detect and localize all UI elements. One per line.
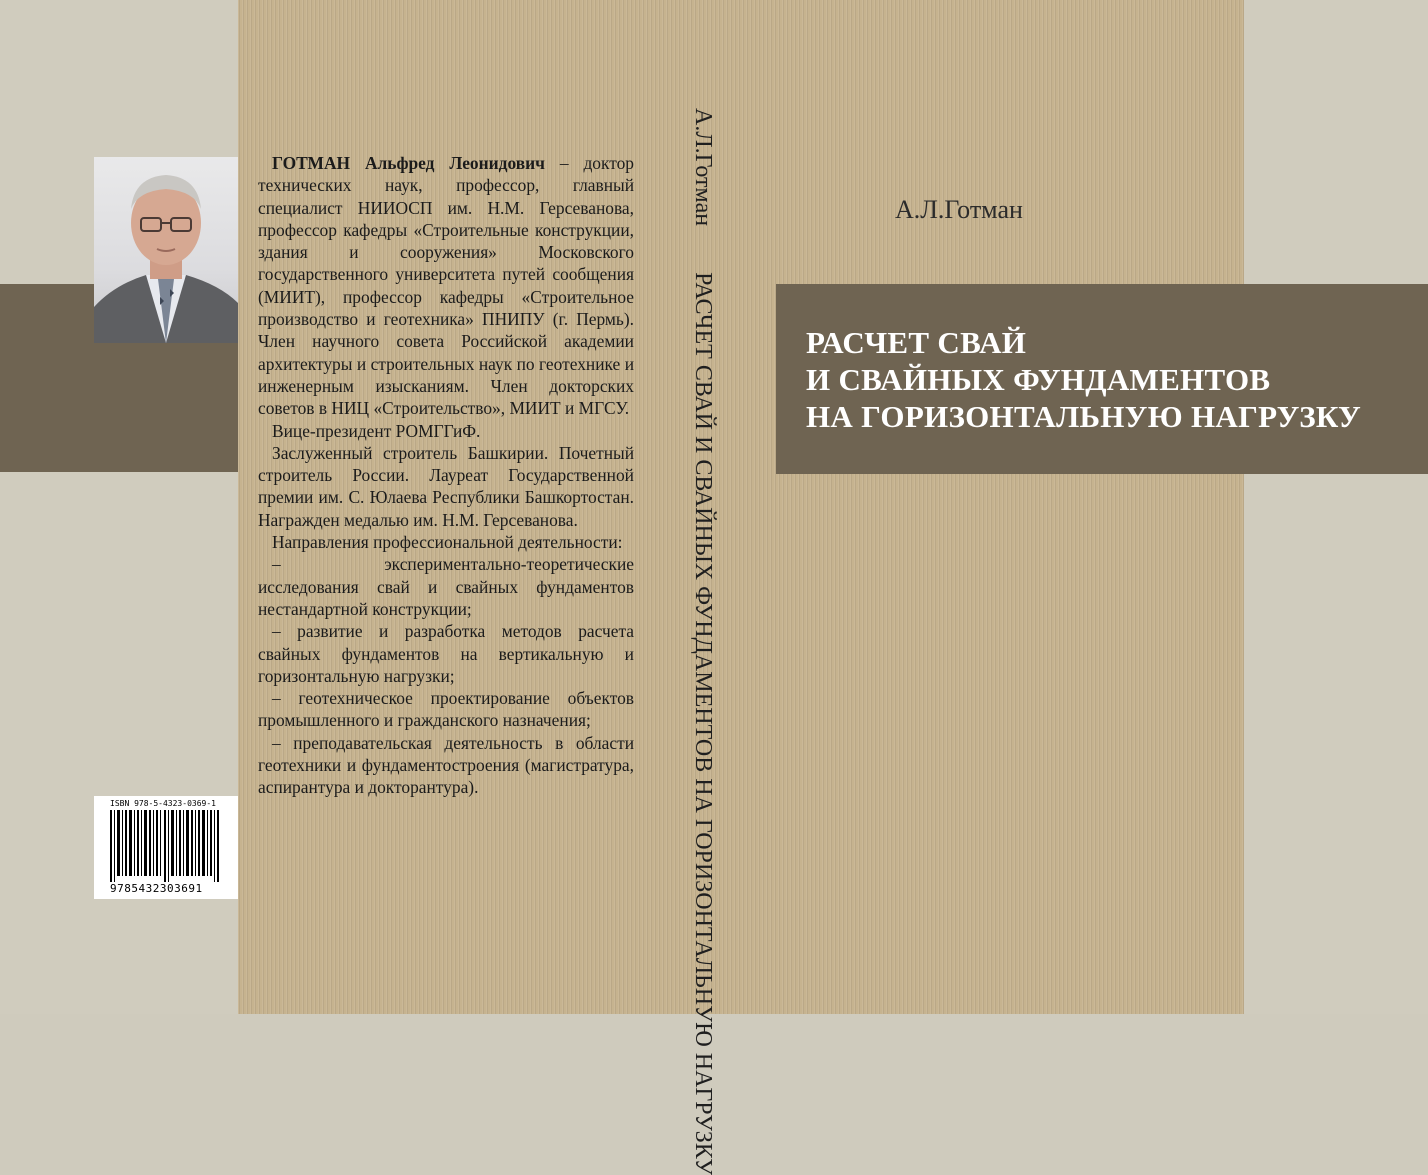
spine [689,108,716,1175]
bio-paragraph: Направления профессиональной деятельности: [272,532,623,553]
title-line-3: НА ГОРИЗОНТАЛЬНУЮ НАГРУЗКУ [806,399,1362,434]
bio-paragraph: – экспериментально-теоретические исследования свай и свайных фундаментов нестандартной конструкции; [258,554,634,619]
barcode-number: 9785432303691 [110,882,203,895]
spine-author: А.Л.Готман [690,108,716,227]
author-portrait-image [94,157,238,343]
isbn-label: ISBN 978-5-4323-0369-1 [110,799,216,808]
spine-title: РАСЧЕТ СВАЙ И СВАЙНЫХ ФУНДАМЕНТОВ НА ГОРИЗОНТАЛЬНУЮ НАГРУЗКУ [690,272,716,1175]
author-biography [258,152,634,799]
isbn-barcode [94,796,238,899]
title-line-2: И СВАЙНЫХ ФУНДАМЕНТОВ [806,362,1271,397]
author-photo [94,157,238,343]
bio-name: ГОТМАН Альфред Леонидович [272,153,545,173]
bio-paragraph: Заслуженный строитель Башкирии. Почетный строитель России. Лауреат Государственной премии им. С. Юлаева Республики Башкортостан. Награжден медалью им. Н.М. Герсеванова. [258,442,634,530]
bio-paragraph [258,152,634,420]
bio-text: – доктор технических наук, профессор, главный специалист НИИОСП им. Н.М. Герсеванова, профессор кафедры «Строительные конструкции, здания и сооружения» Московского государственного университета путей сообщения (МИИТ), профессор кафедры «Строительное производство и геотехника» ПНИПУ (г. Пермь). Член научного совета Российской академии архитектуры и строительных наук по геотехнике и инженерным изысканиям. Член докторских советов в НИЦ «Строительство», МИИТ и МГСУ. [258,153,634,419]
bio-paragraph: – геотехническое проектирование объектов промышленного и гражданского назначения; [258,688,634,731]
barcode-bars [110,810,222,882]
title-line-1: РАСЧЕТ СВАЙ [806,325,1027,360]
bio-paragraph: – развитие и разработка методов расчета свайных фундаментов на вертикальную и горизонтальную нагрузки; [258,621,634,686]
front-cover-margin [1244,0,1428,1014]
bio-paragraph: – преподавательская деятельность в области геотехники и фундаментостроения (магистратура, аспирантура и докторантура). [258,732,634,798]
front-author: А.Л.Готман [895,195,1023,224]
bio-paragraph: Вице-президент РОМГГиФ. [272,420,481,441]
